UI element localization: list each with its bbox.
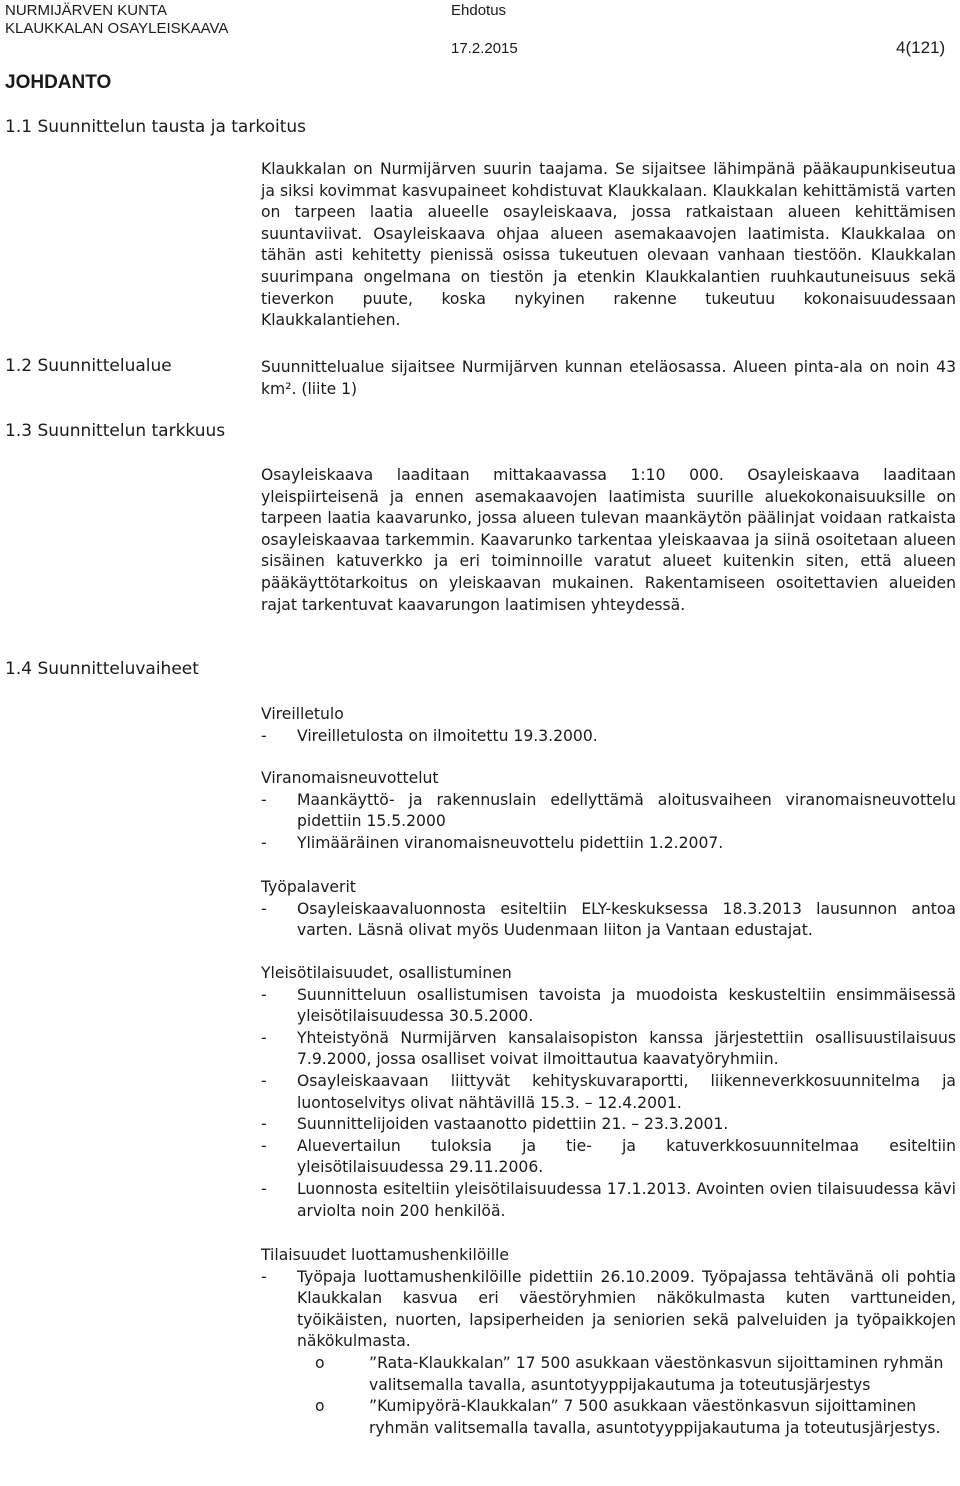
section-heading-1-2: 1.2 Suunnittelualue: [5, 356, 172, 376]
phase-title: Tilaisuudet luottamushenkilöille: [261, 1246, 509, 1264]
list-item: - Suunnittelijoiden vastaanotto pidettiin 21. – 23.3.2001.: [261, 1114, 956, 1136]
phase-title: Viranomaisneuvottelut: [261, 769, 439, 787]
header-org-line1: NURMIJÄRVEN KUNTA: [5, 2, 167, 19]
list-item: - Maankäyttö- ja rakennuslain edellyttämä aloitusvaiheen viranomaisneuvottelu pidettiin 15.5.2000: [261, 790, 956, 833]
section-heading-1-3: 1.3 Suunnittelun tarkkuus: [5, 421, 226, 441]
phase-group-yleisotilaisuudet: [261, 963, 956, 1222]
phase-title: Työpalaverit: [261, 878, 356, 896]
list-item: - Ylimääräinen viranomaisneuvottelu pidettiin 1.2.2007.: [261, 833, 956, 855]
paragraph: Osayleiskaava laaditaan mittakaavassa 1:10 000. Osayleiskaava laaditaan yleispiirteisenä ja ennen asemakaavojen laatimista suurille aluekokonaisuuksille on tarpeen laatia kaavarunko, jossa alueen tulevan maankäytön päälinjat voidaan ratkaista osayleiskaavaa tarkemmin. Kaavarunko tarkentaa yleiskaavaa ja siinä osoitetaan alueen sisäinen katuverkko ja eri toiminnoille varatut alueet kuitenkin siten, että alueen pääkäyttötarkoitus on yleiskaavan mukainen. Rakentamiseen osoitettavien alueiden rajat tarkentuvat kaavarungon laatimisen yhteydessä.: [261, 466, 956, 614]
sub-list-item: o ”Rata-Klaukkalan” 17 500 asukkaan väestönkasvun sijoittaminen ryhmän valitsemalla tavalla, asuntotyyppijakautuma ja toteutusjärjestys: [297, 1353, 956, 1396]
sub-list-item: o ”Kumipyörä-Klaukkalan” 7 500 asukkaan väestönkasvun sijoittaminen ryhmän valitsemalla tavalla, asuntotyyppijakautuma ja toteutusjärjestys.: [297, 1396, 956, 1439]
phase-group-viranomaisneuvottelut: [261, 768, 956, 854]
paragraph: Klaukkalan on Nurmijärven suurin taajama. Se sijaitsee lähimpänä pääkaupunkiseutua ja siksi kovimmat kasvupaineet kohdistuvat Klaukkalaan. Klaukkalan kehittämistä varten on tarpeen laatia alueelle osayleiskaava, jossa ratkaistaan alueen kehittämisen suuntaviivat. Osayleiskaava ohjaa alueen asemakaavojen laatimista. Klaukkalaa on tähän asti kehitetty pienissä osissa tukeutuen olevaan vanhaan tiestöön. Klaukkalan suurimpana ongelmana on tiestön ja etenkin Klaukkalantien ruuhkautuneisuus sekä tieverkon puute, koska nykyinen rakenne tukeutuu kokonaisuudessaan Klaukkalantiehen.: [261, 160, 956, 330]
list-item: - Suunnitteluun osallistumisen tavoista ja muodoista keskusteltiin ensimmäisessä yleisötilaisuudessa 30.5.2000.: [261, 985, 956, 1028]
section-heading-1-1: 1.1 Suunnittelun tausta ja tarkoitus: [5, 117, 306, 137]
list-item: - Työpaja luottamushenkilöille pidettiin 26.10.2009. Työpajassa tehtävänä oli pohtia Klaukkalan kasvua eri väestöryhmien näkökulmasta kuten varttuneiden, työikäisten, nuorten, lapsiperheiden ja seniorien sekä palveluiden ja työpaikkojen näkökulmasta.: [261, 1267, 956, 1353]
chapter-title: JOHDANTO: [5, 72, 112, 93]
header-date: 17.2.2015: [451, 40, 518, 57]
phase-group-tyopalaverit: [261, 877, 956, 942]
section-body-1-1: [261, 159, 956, 332]
list-item: - Vireilletulosta on ilmoitettu 19.3.2000.: [261, 726, 956, 748]
list-item: - Luonnosta esiteltiin yleisötilaisuudessa 17.1.2013. Avointen ovien tilaisuudessa kävi arviolta noin 200 henkilöä.: [261, 1179, 956, 1222]
section-body-1-3: [261, 465, 956, 616]
section-body-1-2: [261, 357, 956, 400]
header-org-line2: KLAUKKALAN OSAYLEISKAAVA: [5, 20, 229, 37]
list-item: - Yhteistyönä Nurmijärven kansalaisopiston kanssa järjestettiin osallisuustilaisuus 7.9.2000, jossa osalliset voivat ilmoittautua kaavatyöryhmiin.: [261, 1028, 956, 1071]
list-item: - Aluevertailun tuloksia ja tie- ja katuverkkosuunnitelmaa esiteltiin yleisötilaisuudessa 29.11.2006.: [261, 1136, 956, 1179]
header-status: Ehdotus: [451, 2, 507, 19]
phase-group-luottamushenkilot: [261, 1245, 956, 1439]
paragraph: Suunnittelualue sijaitsee Nurmijärven kunnan eteläosassa. Alueen pinta-ala on noin 43 km². (liite 1): [261, 358, 956, 398]
phase-title: Yleisötilaisuudet, osallistuminen: [261, 964, 512, 982]
section-heading-1-4: 1.4 Suunnitteluvaiheet: [5, 659, 199, 679]
header-organization: [5, 2, 228, 38]
list-item: - Osayleiskaavaan liittyvät kehityskuvaraportti, liikenneverkkosuunnitelma ja luontoselvitys olivat nähtävillä 15.3. – 12.4.2001.: [261, 1071, 956, 1114]
phase-group-vireilletulo: [261, 704, 956, 747]
header-page-number: 4(121): [896, 38, 946, 57]
list-item: - Osayleiskaavaluonnosta esiteltiin ELY-keskuksessa 18.3.2013 lausunnon antoa varten. Läsnä olivat myös Uudenmaan liiton ja Vantaan edustajat.: [261, 899, 956, 942]
phase-title: Vireilletulo: [261, 705, 344, 723]
